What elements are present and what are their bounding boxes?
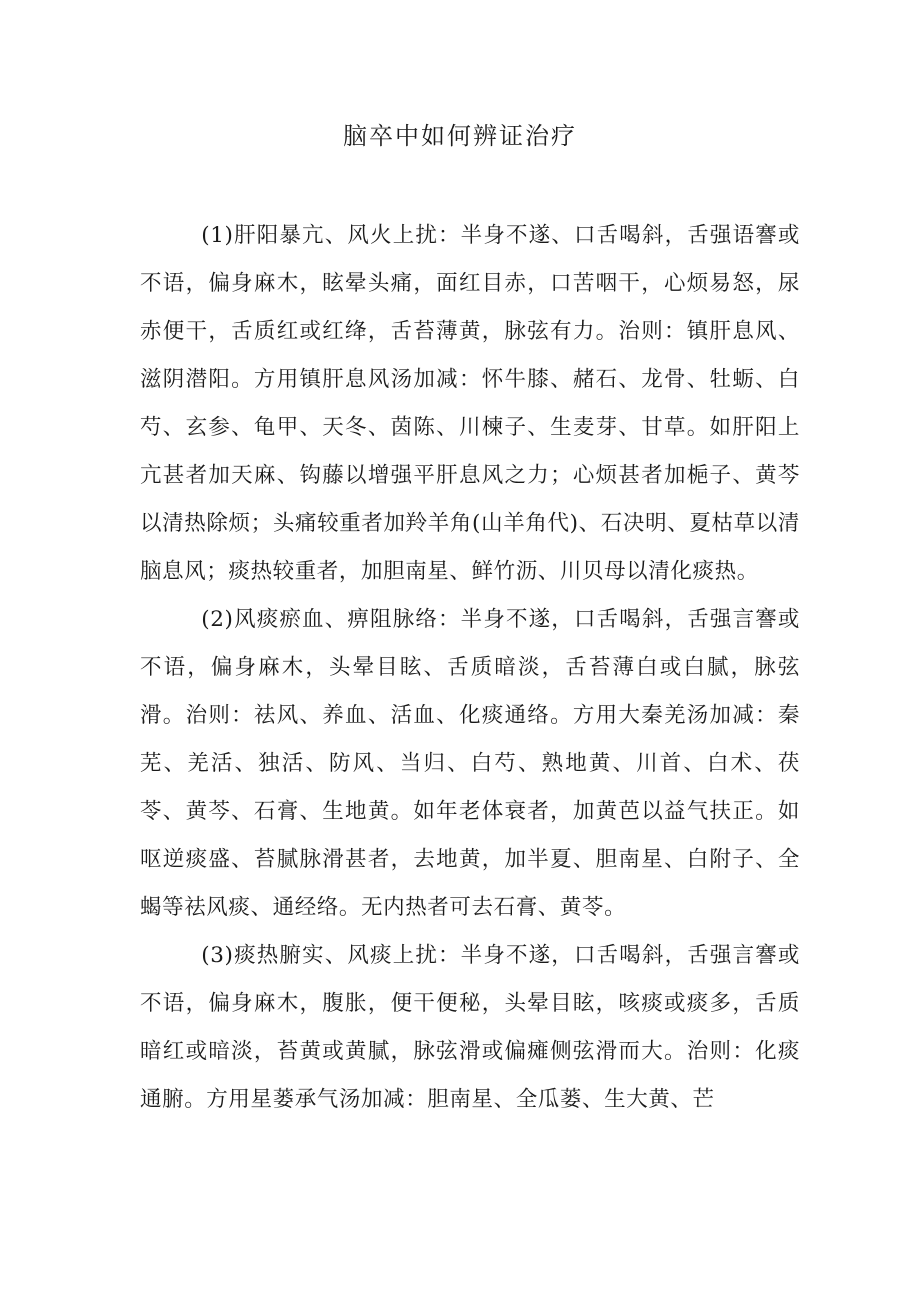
paragraph-2: (2)风痰瘀血、痹阻脉络：半身不遂，口舌喝斜，舌强言謇或不语，偏身麻木，头晕目眩、舌质暗淡，舌苔薄白或白腻，脉弦滑。治则：祛风、养血、活血、化痰通络。方用大秦羌汤加减：秦芜、羌活、独活、防风、当归、白芍、熟地黄、川首、白术、茯苓、黄芩、石膏、生地黄。如年老体衰者，加黄芭以益气扶正。如呕逆痰盛、苔腻脉滑甚者，去地黄，加半夏、胆南星、白附子、全蝎等祛风痰、通经络。无内热者可去石膏、黄苓。: [140, 607, 800, 920]
paragraph-3: (3)痰热腑实、风痰上扰：半身不遂，口舌喝斜，舌强言謇或不语，偏身麻木，腹胀，便干便秘，头晕目眩，咳痰或痰多，舌质暗红或暗淡，苔黄或黄腻，脉弦滑或偏瘫侧弦滑而大。治则：化痰通腑。方用星蒌承气汤加减：胆南星、全瓜蒌、生大黄、芒: [140, 943, 800, 1112]
document-body: [140, 212, 800, 1124]
document-title: 脑卒中如何辨证治疗: [343, 122, 577, 150]
paragraph-1: (1)肝阳暴亢、风火上扰：半身不遂、口舌喝斜，舌强语謇或不语，偏身麻木，眩晕头痛，面红目赤，口苦咽干，心烦易怒，尿赤便干，舌质红或红绛，舌苔薄黄，脉弦有力。治则：镇肝息风、滋阴潜阳。方用镇肝息风汤加减：怀牛膝、赭石、龙骨、牡蛎、白芍、玄参、龟甲、天冬、茵陈、川楝子、生麦芽、甘草。如肝阳上亢甚者加天麻、钩藤以增强平肝息风之力；心烦甚者加梔子、黄芩以清热除烦；头痛较重者加羚羊角(山羊角代)、石决明、夏枯草以清脑息风；痰热较重者，加胆南星、鲜竹沥、川贝母以清化痰热。: [140, 223, 800, 584]
